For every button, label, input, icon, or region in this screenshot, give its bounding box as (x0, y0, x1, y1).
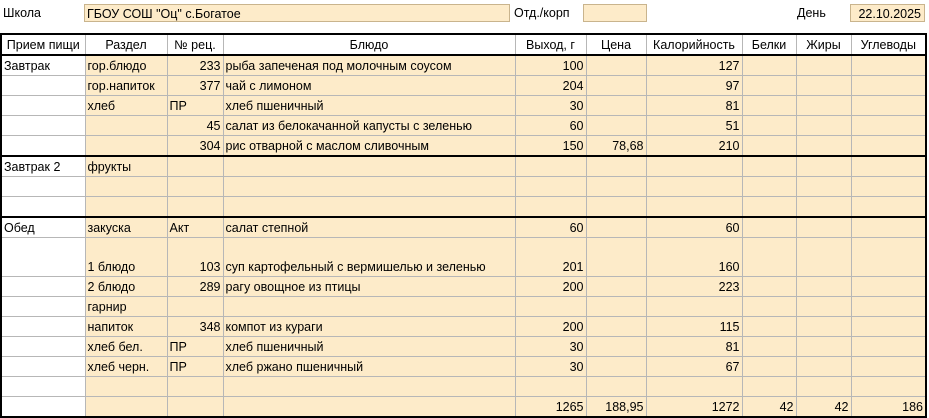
cell-fat[interactable]: 42 (796, 397, 851, 418)
cell-output[interactable]: 150 (515, 136, 586, 157)
cell-output[interactable]: 60 (515, 217, 586, 238)
table-row (1, 317, 926, 337)
cell-fat[interactable] (796, 317, 851, 337)
cell-protein[interactable] (742, 277, 796, 297)
cell-fat[interactable] (796, 55, 851, 76)
cell-section[interactable]: 1 блюдо (85, 238, 167, 277)
day-label: День (797, 6, 826, 20)
cell-protein[interactable] (742, 317, 796, 337)
cell-price[interactable] (586, 238, 646, 277)
cell-price[interactable] (586, 357, 646, 377)
cell-protein[interactable] (742, 337, 796, 357)
column-header-dish[interactable]: Блюдо (223, 34, 515, 55)
cell-section[interactable]: хлеб (85, 96, 167, 116)
column-header-protein[interactable]: Белки (742, 34, 796, 55)
cell-section[interactable]: гарнир (85, 297, 167, 317)
cell-meal[interactable] (1, 177, 85, 197)
cell-carbs[interactable] (851, 197, 926, 218)
cell-recipe[interactable]: 304 (167, 136, 223, 157)
cell-fat[interactable] (796, 238, 851, 277)
table-row (1, 177, 926, 197)
cell-meal[interactable] (1, 238, 85, 277)
cell-section[interactable]: гор.блюдо (85, 55, 167, 76)
cell-fat[interactable] (796, 197, 851, 218)
cell-section[interactable] (85, 136, 167, 157)
cell-calories[interactable]: 81 (646, 337, 742, 357)
cell-carbs[interactable] (851, 337, 926, 357)
cell-fat[interactable] (796, 116, 851, 136)
table-row (1, 96, 926, 116)
cell-carbs[interactable] (851, 277, 926, 297)
table-row (1, 337, 926, 357)
cell-recipe[interactable]: 45 (167, 116, 223, 136)
table-row (1, 238, 926, 277)
table-row (1, 277, 926, 297)
cell-dish[interactable]: хлеб ржано пшеничный (223, 357, 515, 377)
cell-dish[interactable]: рыба запеченая под молочным соусом (223, 55, 515, 76)
cell-meal[interactable] (1, 357, 85, 377)
cell-carbs[interactable] (851, 96, 926, 116)
cell-dish[interactable] (223, 377, 515, 397)
cell-calories[interactable] (646, 156, 742, 177)
cell-calories[interactable]: 160 (646, 238, 742, 277)
cell-section[interactable] (85, 177, 167, 197)
cell-fat[interactable] (796, 377, 851, 397)
cell-meal[interactable]: Завтрак 2 (1, 156, 85, 177)
cell-output[interactable] (515, 197, 586, 218)
cell-fat[interactable] (796, 76, 851, 96)
cell-fat[interactable] (796, 136, 851, 157)
cell-calories[interactable] (646, 177, 742, 197)
cell-protein[interactable] (742, 116, 796, 136)
cell-price[interactable] (586, 317, 646, 337)
cell-fat[interactable] (796, 177, 851, 197)
cell-carbs[interactable] (851, 55, 926, 76)
table-row (1, 197, 926, 218)
cell-price[interactable] (586, 177, 646, 197)
cell-meal[interactable] (1, 337, 85, 357)
cell-calories[interactable]: 67 (646, 357, 742, 377)
cell-calories[interactable]: 51 (646, 116, 742, 136)
cell-recipe[interactable] (167, 156, 223, 177)
cell-fat[interactable] (796, 357, 851, 377)
table-row (1, 217, 926, 238)
cell-output[interactable]: 1265 (515, 397, 586, 418)
cell-carbs[interactable] (851, 377, 926, 397)
cell-recipe[interactable]: 348 (167, 317, 223, 337)
school-label: Школа (3, 6, 41, 20)
cell-dish[interactable]: чай с лимоном (223, 76, 515, 96)
cell-meal[interactable] (1, 116, 85, 136)
column-header-price[interactable]: Цена (586, 34, 646, 55)
day-cell[interactable]: 22.10.2025 (850, 4, 925, 22)
cell-section[interactable] (85, 197, 167, 218)
column-header-fat[interactable]: Жиры (796, 34, 851, 55)
cell-meal[interactable] (1, 76, 85, 96)
cell-meal[interactable]: Завтрак (1, 55, 85, 76)
cell-calories[interactable] (646, 297, 742, 317)
cell-output[interactable]: 30 (515, 96, 586, 116)
cell-price[interactable] (586, 377, 646, 397)
cell-output[interactable]: 30 (515, 357, 586, 377)
cell-dish[interactable]: салат степной (223, 217, 515, 238)
cell-protein[interactable] (742, 156, 796, 177)
cell-protein[interactable] (742, 96, 796, 116)
cell-carbs[interactable] (851, 76, 926, 96)
cell-recipe[interactable] (167, 297, 223, 317)
cell-protein[interactable] (742, 217, 796, 238)
cell-calories[interactable]: 97 (646, 76, 742, 96)
cell-carbs[interactable] (851, 357, 926, 377)
column-header-calories[interactable]: Калорийность (646, 34, 742, 55)
cell-carbs[interactable] (851, 317, 926, 337)
cell-recipe[interactable] (167, 177, 223, 197)
cell-fat[interactable] (796, 277, 851, 297)
cell-dish[interactable] (223, 156, 515, 177)
cell-carbs[interactable] (851, 297, 926, 317)
table-row (1, 297, 926, 317)
cell-meal[interactable] (1, 317, 85, 337)
column-header-output[interactable]: Выход, г (515, 34, 586, 55)
cell-calories[interactable]: 210 (646, 136, 742, 157)
cell-recipe[interactable]: Акт (167, 217, 223, 238)
cell-recipe[interactable]: ПР (167, 96, 223, 116)
cell-dish[interactable] (223, 177, 515, 197)
cell-section[interactable]: хлеб бел. (85, 337, 167, 357)
cell-recipe[interactable]: 103 (167, 238, 223, 277)
cell-price[interactable] (586, 76, 646, 96)
school-name-cell[interactable]: ГБОУ СОШ "Оц" с.Богатое (84, 4, 510, 22)
cell-price[interactable]: 188,95 (586, 397, 646, 418)
cell-calories[interactable]: 127 (646, 55, 742, 76)
cell-output[interactable]: 200 (515, 317, 586, 337)
cell-output[interactable] (515, 156, 586, 177)
cell-calories[interactable]: 223 (646, 277, 742, 297)
cell-price[interactable]: 78,68 (586, 136, 646, 157)
table-row (1, 397, 926, 418)
cell-protein[interactable] (742, 76, 796, 96)
cell-meal[interactable] (1, 96, 85, 116)
cell-price[interactable] (586, 156, 646, 177)
cell-fat[interactable] (796, 297, 851, 317)
cell-fat[interactable] (796, 96, 851, 116)
cell-section[interactable]: гор.напиток (85, 76, 167, 96)
cell-protein[interactable] (742, 177, 796, 197)
header-bar (0, 0, 929, 26)
cell-protein[interactable] (742, 136, 796, 157)
table-row (1, 55, 926, 76)
cell-section[interactable]: хлеб черн. (85, 357, 167, 377)
cell-recipe[interactable]: 377 (167, 76, 223, 96)
cell-meal[interactable]: Обед (1, 217, 85, 238)
cell-section[interactable]: фрукты (85, 156, 167, 177)
cell-dish[interactable]: рагу овощное из птицы (223, 277, 515, 297)
cell-price[interactable] (586, 197, 646, 218)
cell-section[interactable] (85, 397, 167, 418)
cell-output[interactable]: 30 (515, 337, 586, 357)
cell-output[interactable]: 201 (515, 238, 586, 277)
cell-protein[interactable]: 42 (742, 397, 796, 418)
cell-calories[interactable]: 115 (646, 317, 742, 337)
cell-recipe[interactable] (167, 377, 223, 397)
cell-recipe[interactable]: ПР (167, 337, 223, 357)
cell-fat[interactable] (796, 156, 851, 177)
cell-recipe[interactable]: ПР (167, 357, 223, 377)
cell-output[interactable]: 60 (515, 116, 586, 136)
cell-section[interactable] (85, 116, 167, 136)
cell-protein[interactable] (742, 55, 796, 76)
column-header-carbs[interactable]: Углеводы (851, 34, 926, 55)
cell-output[interactable]: 100 (515, 55, 586, 76)
cell-dish[interactable]: компот из кураги (223, 317, 515, 337)
table-row (1, 116, 926, 136)
cell-calories[interactable] (646, 377, 742, 397)
cell-meal[interactable] (1, 277, 85, 297)
cell-meal[interactable] (1, 377, 85, 397)
cell-dish[interactable] (223, 397, 515, 418)
cell-recipe[interactable] (167, 197, 223, 218)
dept-label: Отд./корп (514, 6, 570, 20)
cell-meal[interactable] (1, 397, 85, 418)
cell-output[interactable] (515, 177, 586, 197)
column-header-meal[interactable]: Прием пищи (1, 34, 85, 55)
cell-recipe[interactable]: 289 (167, 277, 223, 297)
table-row (1, 156, 926, 177)
cell-protein[interactable] (742, 377, 796, 397)
cell-price[interactable] (586, 217, 646, 238)
cell-meal[interactable] (1, 297, 85, 317)
cell-carbs[interactable] (851, 136, 926, 157)
cell-price[interactable] (586, 116, 646, 136)
table-row (1, 76, 926, 96)
cell-section[interactable] (85, 377, 167, 397)
cell-dish[interactable] (223, 297, 515, 317)
cell-recipe[interactable]: 233 (167, 55, 223, 76)
cell-recipe[interactable] (167, 397, 223, 418)
cell-fat[interactable] (796, 337, 851, 357)
cell-section[interactable]: закуска (85, 217, 167, 238)
cell-carbs[interactable] (851, 156, 926, 177)
cell-dish[interactable]: рис отварной с маслом сливочным (223, 136, 515, 157)
cell-carbs[interactable] (851, 217, 926, 238)
cell-carbs[interactable] (851, 177, 926, 197)
cell-section[interactable]: 2 блюдо (85, 277, 167, 297)
cell-carbs[interactable] (851, 238, 926, 277)
column-header-section[interactable]: Раздел (85, 34, 167, 55)
cell-protein[interactable] (742, 197, 796, 218)
dept-cell[interactable] (583, 4, 647, 22)
cell-output[interactable] (515, 297, 586, 317)
table-row (1, 377, 926, 397)
cell-output[interactable] (515, 377, 586, 397)
cell-price[interactable] (586, 337, 646, 357)
cell-calories[interactable] (646, 197, 742, 218)
cell-price[interactable] (586, 55, 646, 76)
cell-meal[interactable] (1, 136, 85, 157)
cell-calories[interactable]: 60 (646, 217, 742, 238)
cell-carbs[interactable] (851, 116, 926, 136)
cell-dish[interactable]: хлеб пшеничный (223, 96, 515, 116)
cell-output[interactable]: 200 (515, 277, 586, 297)
column-header-row (1, 34, 926, 55)
cell-calories[interactable]: 1272 (646, 397, 742, 418)
cell-protein[interactable] (742, 238, 796, 277)
column-header-recipe[interactable]: № рец. (167, 34, 223, 55)
table-row (1, 357, 926, 377)
cell-price[interactable] (586, 297, 646, 317)
cell-output[interactable]: 204 (515, 76, 586, 96)
cell-protein[interactable] (742, 357, 796, 377)
cell-dish[interactable]: суп картофельный с вермишелью и зеленью (223, 238, 515, 277)
cell-carbs[interactable]: 186 (851, 397, 926, 418)
cell-protein[interactable] (742, 297, 796, 317)
cell-price[interactable] (586, 96, 646, 116)
cell-calories[interactable]: 81 (646, 96, 742, 116)
menu-table (0, 33, 927, 418)
cell-dish[interactable]: хлеб пшеничный (223, 337, 515, 357)
cell-price[interactable] (586, 277, 646, 297)
cell-dish[interactable]: салат из белокачанной капусты с зеленью (223, 116, 515, 136)
cell-meal[interactable] (1, 197, 85, 218)
cell-fat[interactable] (796, 217, 851, 238)
cell-section[interactable]: напиток (85, 317, 167, 337)
table-row (1, 136, 926, 157)
cell-dish[interactable] (223, 197, 515, 218)
